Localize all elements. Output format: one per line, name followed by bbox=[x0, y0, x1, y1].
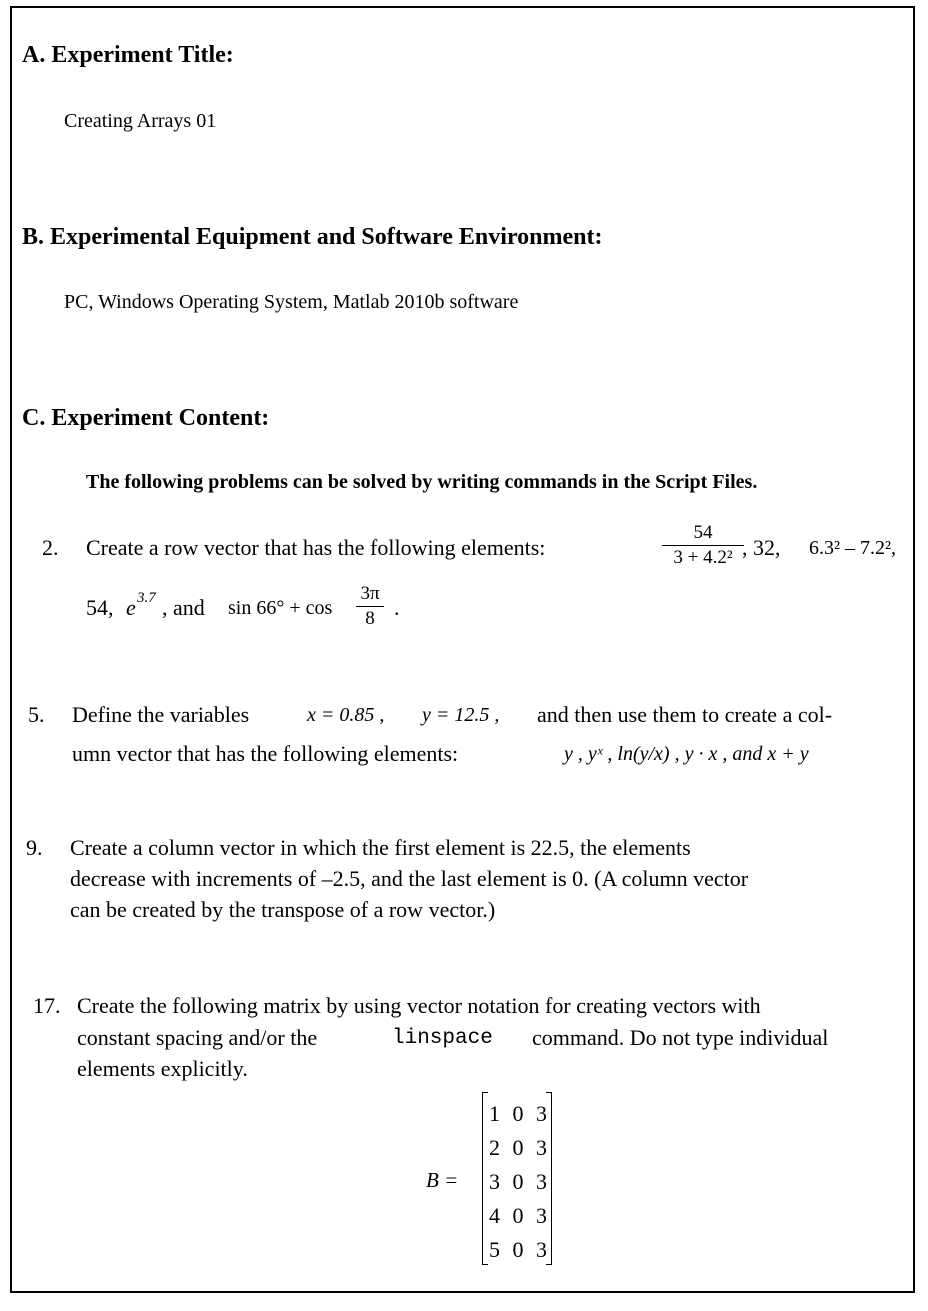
equipment-text: PC, Windows Operating System, Matlab 2010b software bbox=[64, 291, 519, 313]
matrix-row bbox=[489, 1169, 547, 1195]
matrix-cell: 3 bbox=[536, 1135, 547, 1160]
problem-5-line1-start: Define the variables bbox=[72, 702, 250, 727]
fraction-numerator: 54 bbox=[693, 522, 713, 543]
matrix-cell: 0 bbox=[512, 1169, 524, 1194]
matrix-row bbox=[489, 1237, 547, 1263]
matrix-cell: 3 bbox=[536, 1169, 547, 1194]
problem-2-sin-cos: sin 66° + cos bbox=[228, 597, 333, 619]
problem-17-line2-start: constant spacing and/or the bbox=[77, 1025, 318, 1050]
problem-9-line2: decrease with increments of –2.5, and the last element is 0. (A column vector bbox=[70, 866, 749, 891]
problem-17-line3: elements explicitly. bbox=[77, 1056, 248, 1081]
problem-5-elements: y , yˣ , ln(y/x) , y · x , and x + y bbox=[564, 743, 809, 765]
fraction-numerator: 3π bbox=[360, 583, 380, 604]
problem-9-number: 9. bbox=[26, 835, 43, 860]
problem-9-line3: can be created by the transpose of a row vector.) bbox=[70, 897, 496, 922]
problem-2-period: . bbox=[394, 595, 400, 620]
matrix-cell: 3 bbox=[536, 1237, 547, 1262]
problem-17-number: 17. bbox=[33, 993, 61, 1018]
problem-2-and: , and bbox=[162, 595, 205, 620]
problem-9-line1: Create a column vector in which the first element is 22.5, the elements bbox=[70, 835, 691, 860]
matrix-cell: 1 bbox=[489, 1101, 500, 1126]
problem-2-line2-start: 54, bbox=[86, 595, 114, 620]
matrix-cell: 3 bbox=[489, 1169, 500, 1194]
matrix-cell: 3 bbox=[536, 1101, 547, 1126]
problem-17-line1: Create the following matrix by using vector notation for creating vectors with bbox=[77, 993, 761, 1018]
matrix-row bbox=[489, 1101, 547, 1127]
matrix-cell: 0 bbox=[512, 1203, 524, 1228]
fraction-denominator: 8 bbox=[365, 608, 375, 629]
matrix-row bbox=[489, 1135, 547, 1161]
problem-2-number: 2. bbox=[42, 535, 59, 560]
fraction-3pi-over-8 bbox=[356, 583, 384, 630]
problem-5-number: 5. bbox=[28, 702, 45, 727]
problem-5-line1-end: and then use them to create a col- bbox=[537, 702, 833, 727]
problem-2-text: Create a row vector that has the following elements: bbox=[86, 535, 546, 560]
problem-5-line2-start: umn vector that has the following elements: bbox=[72, 741, 459, 766]
problem-17-line2-end: command. Do not type individual bbox=[532, 1025, 829, 1050]
section-a-heading: A. Experiment Title: bbox=[22, 42, 234, 68]
matrix-cell: 0 bbox=[512, 1101, 524, 1126]
fraction-denominator: 3 + 4.2² bbox=[673, 547, 733, 568]
problem-2-exponent: 3.7 bbox=[137, 590, 156, 606]
linspace-code: linspace bbox=[392, 1027, 493, 1050]
matrix-cell: 0 bbox=[512, 1237, 524, 1262]
problem-2-after-fraction: , 32, bbox=[742, 535, 781, 560]
problem-2-e: e bbox=[126, 595, 136, 620]
document-frame bbox=[10, 6, 915, 1293]
matrix-row bbox=[489, 1203, 547, 1229]
experiment-title: Creating Arrays 01 bbox=[64, 110, 217, 132]
problem-2-expression: 6.3² – 7.2², bbox=[809, 537, 896, 559]
matrix-cell: 5 bbox=[489, 1237, 500, 1262]
section-c-intro: The following problems can be solved by writing commands in the Script Files. bbox=[86, 471, 758, 493]
section-c-heading: C. Experiment Content: bbox=[22, 405, 270, 431]
matrix-cell: 2 bbox=[489, 1135, 500, 1160]
matrix-cell: 0 bbox=[512, 1135, 524, 1160]
fraction-bar bbox=[356, 606, 384, 607]
problem-5-x-value: x = 0.85 , bbox=[307, 704, 385, 726]
problem-5-y-value: y = 12.5 , bbox=[422, 704, 500, 726]
fraction-54-over bbox=[662, 522, 744, 569]
matrix-label: B = bbox=[426, 1168, 459, 1192]
matrix-cell: 4 bbox=[489, 1203, 500, 1228]
matrix-cell: 3 bbox=[536, 1203, 547, 1228]
section-b-heading: B. Experimental Equipment and Software Environment: bbox=[22, 224, 603, 250]
matrix-b bbox=[482, 1092, 552, 1265]
fraction-bar bbox=[662, 545, 744, 546]
